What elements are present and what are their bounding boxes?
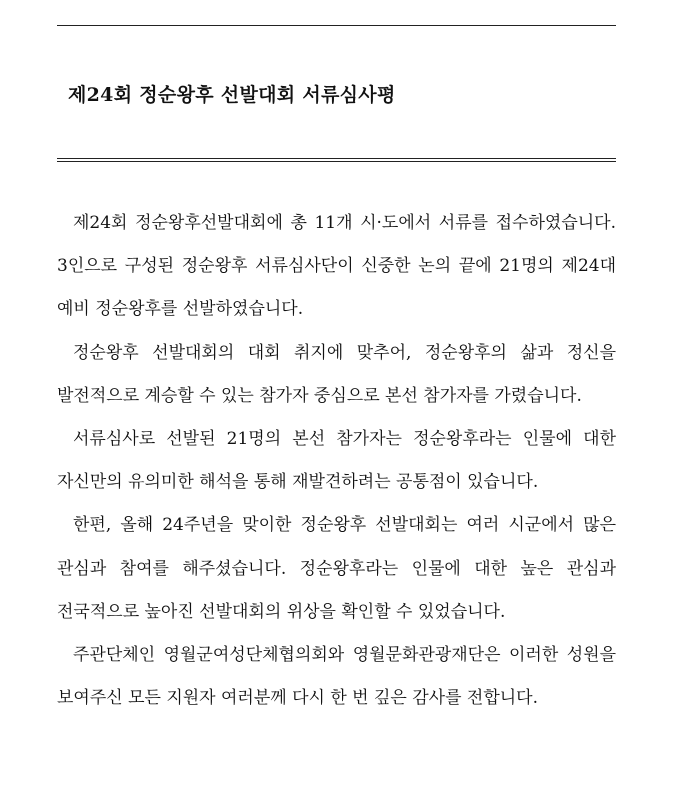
- paragraph-criteria: 정순왕후 선발대회의 대회 취지에 맞추어, 정순왕후의 삶과 정신을 발전적으로 계승할 수 있는 참가자 중심으로 본선 참가자를 가렸습니다.: [57, 342, 616, 406]
- paragraph-interest: 한편, 올해 24주년을 맞이한 정순왕후 선발대회는 여러 시군에서 많은 관심과 참여를 해주셨습니다. 정순왕후라는 인물에 대한 높은 관심과 전국적으로 높아진 선발대회의 위상을 확인할 수 있었습니다.: [57, 515, 616, 622]
- paragraph-thanks: 주관단체인 영월군여성단체협의회와 영월문화관광재단은 이러한 성원을 보여주신 모든 지원자 여러분께 다시 한 번 깊은 감사를 전합니다.: [57, 645, 616, 709]
- document-title: 제24회 정순왕후 선발대회 서류심사평: [68, 84, 396, 106]
- top-rule: [57, 25, 616, 26]
- paragraph-finalists: 서류심사로 선발된 21명의 본선 참가자는 정순왕후라는 인물에 대한 자신만의 유의미한 해석을 통해 재발견하려는 공통점이 있습니다.: [57, 429, 616, 493]
- document-body: [57, 202, 616, 720]
- paragraph-intro: 제24회 정순왕후선발대회에 총 11개 시·도에서 서류를 접수하였습니다. 3인으로 구성된 정순왕후 서류심사단이 신중한 논의 끝에 21명의 제24대 예비 정순왕후를 선발하였습니다.: [57, 213, 616, 320]
- title-double-rule: [57, 158, 616, 162]
